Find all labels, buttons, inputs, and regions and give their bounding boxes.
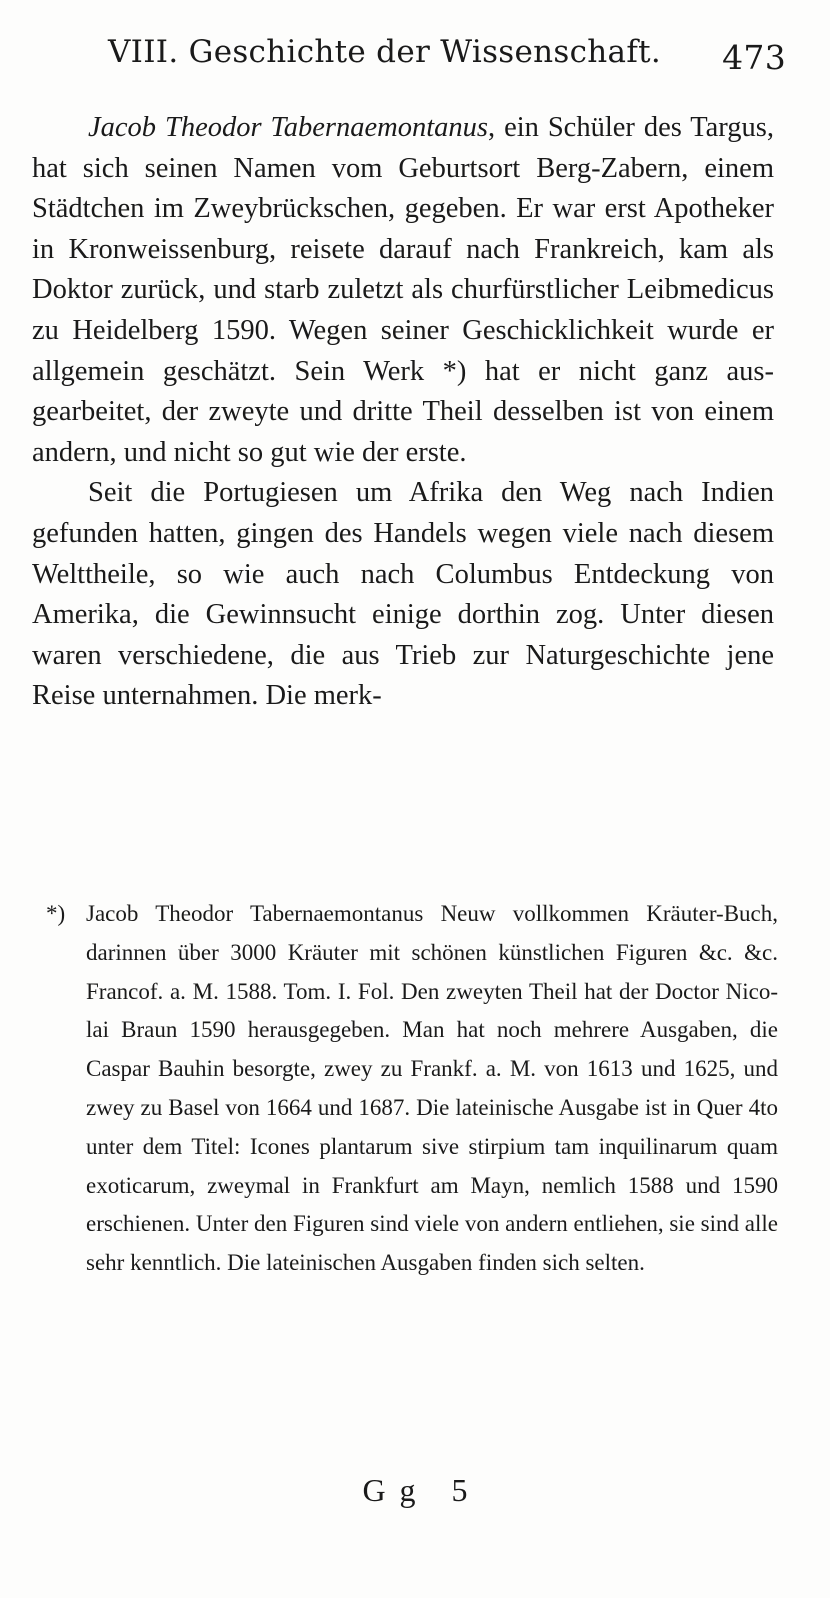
paragraph-2 [32,473,774,717]
footnote [46,895,778,1283]
running-header [108,30,788,80]
chapter-title: VIII. Geschichte der Wissenschaft. [108,34,662,70]
paragraph-1-text: , ein Schüler des Targus, hat sich seinen Namen vom Geburtsort Berg-Zabern, einem Städtchen im Zweybrückschen, gegeben. Er war erst Apotheker in Kronweissenburg, reisete darauf nach Frankreich, kam als Doktor zurück, und starb zuletzt als churfürstlicher Leibmedicus zu Heidelberg 1590. Wegen seiner Geschicklichkeit wurde er allgemein geschätzt. Sein Werk *) hat er nicht ganz ausgearbeitet, der zweyte und dritte Theil desselben ist von einem andern, und nicht so gut wie der erste. [32,112,774,468]
paragraph-2-text: Seit die Portugiesen um Afrika den Weg nach Indien gefunden hatten, gingen des Handels wegen viele nach diesem Welttheile, so wie auch nach Columbus Entdeckung von Amerika, die Gewinnsucht einige dorthin zog. Unter diesen waren verschiedene, die aus Trieb zur Naturgeschichte jene Reise unternahmen. Die merk- [32,477,774,712]
signature-mark: Gg 5 [362,1472,482,1508]
main-text [32,108,774,717]
paragraph-1 [32,108,774,473]
footnote-text: Jacob Theodor Tabernaemontanus Neuw vollkommen Kräuter-Buch, darinnen über 3000 Kräuter mit schönen künstlichen Figuren &c. &c. Francof. a. M. 1588. Tom. I. Fol. Den zweyten Theil hat der Doctor Nicolai Braun 1590 herausgegeben. Man hat noch mehrere Ausgaben, die Caspar Bauhin besorgte, zwey zu Frankf. a. M. von 1613 und 1625, und zwey zu Basel von 1664 und 1687. Die lateinische Ausgabe ist in Quer 4to unter dem Titel: Icones plantarum sive stirpium tam inquilinarum quam exoticarum, zweymal in Frankfurt am Mayn, nemlich 1588 und 1590 erschienen. Unter den Figuren sind viele von andern entliehen, sie sind alle sehr kenntlich. Die lateinischen Ausgaben finden sich selten. [86,901,778,1276]
footnote-marker: *) [46,901,66,926]
author-name: Jacob Theodor Tabernaemontanus [88,112,488,143]
page-number: 473 [722,38,786,77]
